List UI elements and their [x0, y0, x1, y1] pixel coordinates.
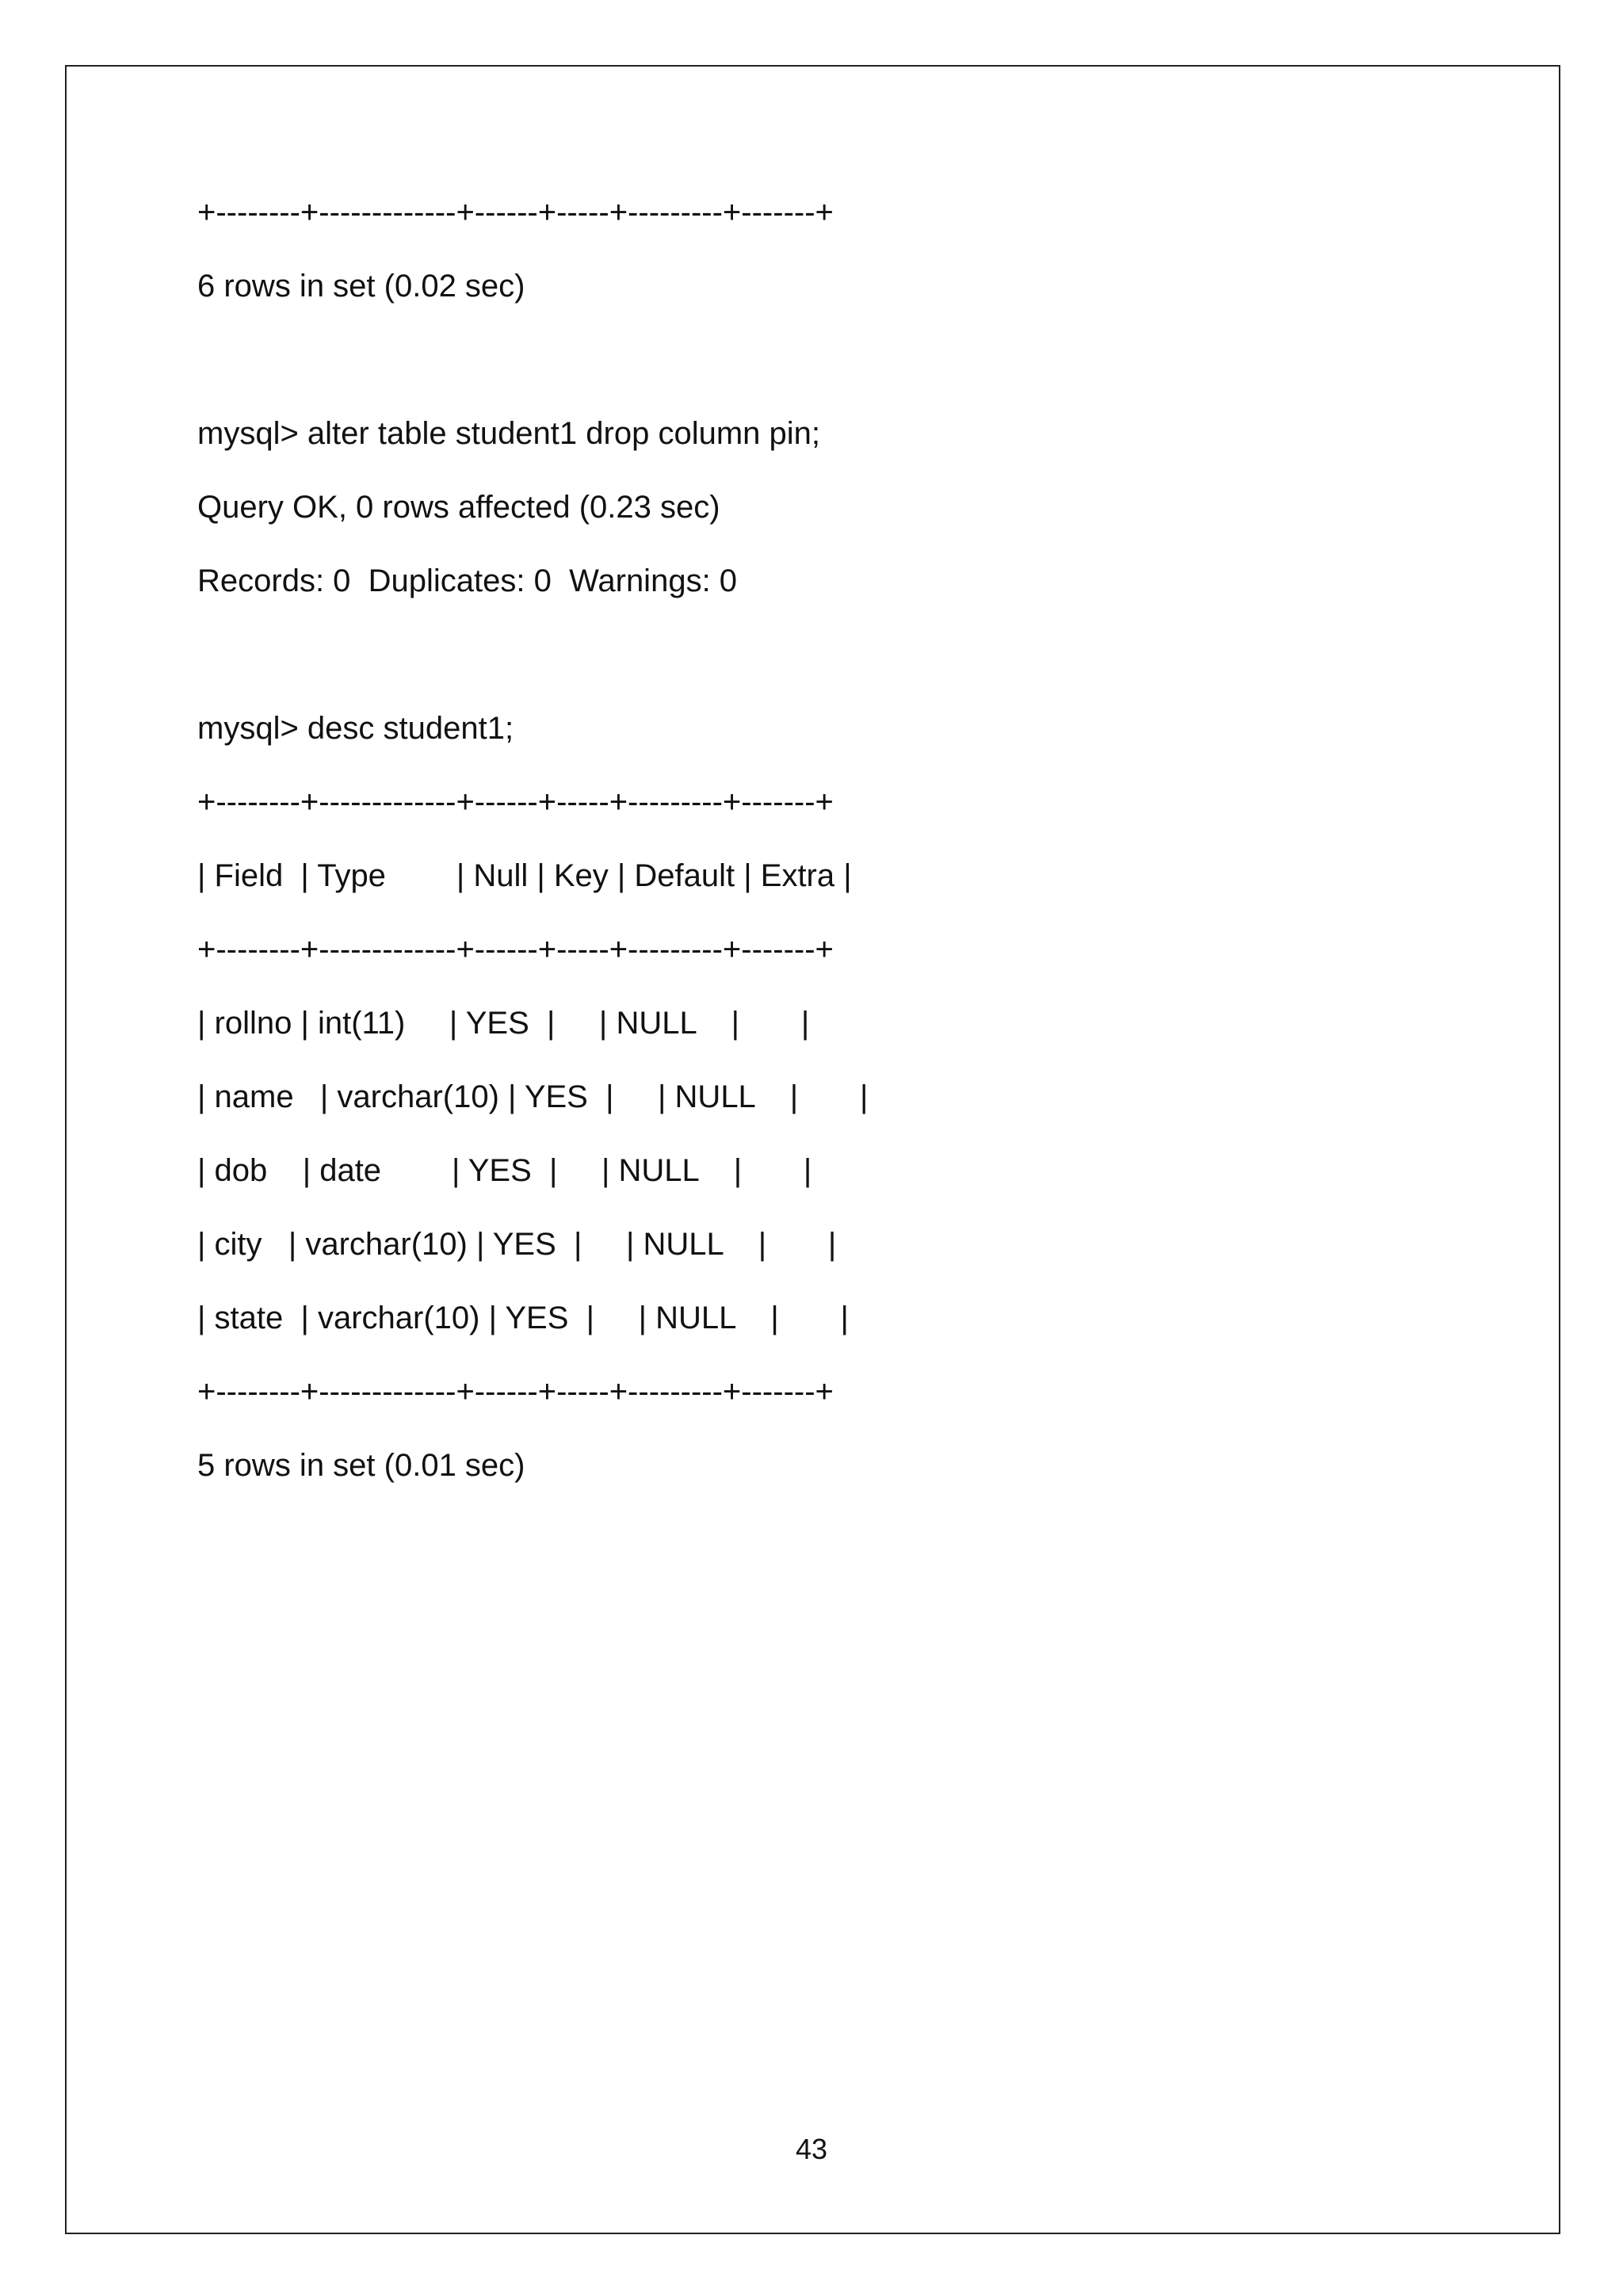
sql-command-line: mysql> desc student1; — [197, 711, 514, 746]
table-row: | name | varchar(10) | YES | | NULL | | — [197, 1079, 869, 1114]
table-row: | rollno | int(11) | YES | | NULL | | — [197, 1006, 810, 1041]
sql-command-line: mysql> alter table student1 drop column pin; — [197, 416, 820, 451]
table-border-line: +--------+-------------+------+-----+---------+-------+ — [197, 1374, 834, 1409]
table-row: | state | varchar(10) | YES | | NULL | | — [197, 1301, 849, 1335]
query-status-line: Query OK, 0 rows affected (0.23 sec) — [197, 490, 720, 525]
table-border-line: +--------+-------------+------+-----+---------+-------+ — [197, 785, 834, 819]
page-number: 43 — [795, 2133, 828, 2165]
table-row: | city | varchar(10) | YES | | NULL | | — [197, 1227, 837, 1262]
result-summary-line: 6 rows in set (0.02 sec) — [197, 269, 525, 304]
result-summary-line: 5 rows in set (0.01 sec) — [197, 1448, 525, 1483]
records-summary-line: Records: 0 Duplicates: 0 Warnings: 0 — [197, 563, 738, 598]
table-row: | dob | date | YES | | NULL | | — [197, 1153, 812, 1188]
table-header-row: | Field | Type | Null | Key | Default | Extra | — [197, 858, 852, 893]
table-border-line: +--------+-------------+------+-----+---------+-------+ — [197, 195, 834, 230]
table-border-line: +--------+-------------+------+-----+---------+-------+ — [197, 932, 834, 967]
terminal-transcript — [197, 197, 1465, 1481]
